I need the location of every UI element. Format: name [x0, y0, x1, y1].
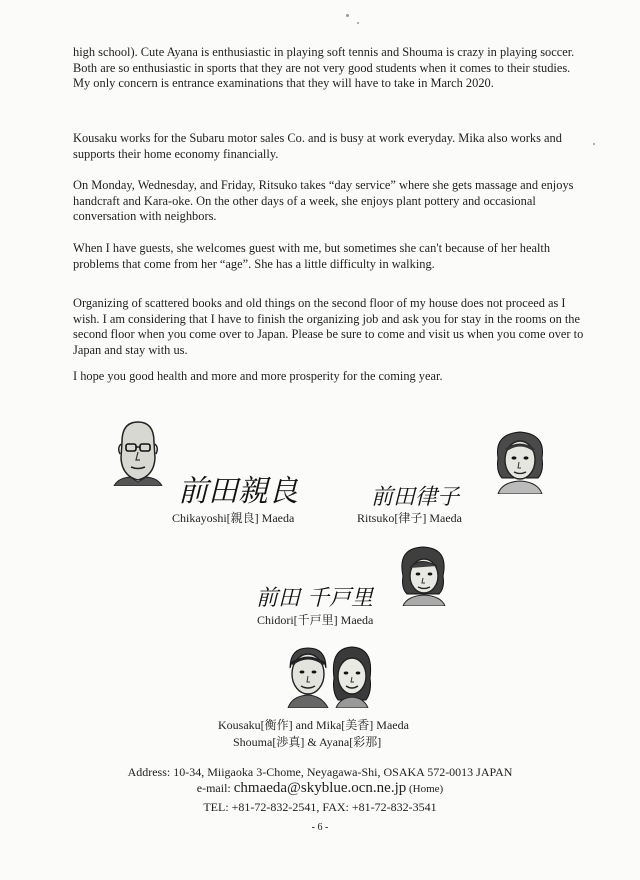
address-line: Address: 10-34, Miigaoka 3-Chome, Neyagawa-Shi, OSAKA 572-0013 JAPAN [127, 765, 513, 779]
kousaku-mika-portrait [282, 642, 378, 708]
email-label: e-mail: [196, 781, 234, 795]
svg-text:前田 千戸里: 前田 千戸里 [256, 586, 373, 611]
ritsuko-portrait [490, 428, 550, 494]
ritsuko-signature-image [369, 480, 479, 510]
paragraph-children-sports: high school). Cute Ayana is enthusiastic in playing soft tennis and Shouma is crazy in playing soccer. Both are so enthusiastic in sports that they are not very good students when it comes to their studies. My only concern is entrance examinations that they will have to take in March 2020. [73, 45, 575, 91]
shouma-ayana-caption: Shouma[渉真] & Ayana[彩那] [233, 735, 382, 749]
scan-speck [593, 143, 595, 145]
chikayoshi-signature-image [176, 471, 304, 507]
paragraph-second-floor: Organizing of scattered books and old things on the second floor of my house does not proceed as I wish. I am considering that I have to finish the organizing job and ask you for stay in the rooms on the second floor when you come over to Japan. Please be sure to come and visit us when you come over to Japan and stay with us. [73, 296, 584, 357]
paragraph-kousaku-mika: Kousaku works for the Subaru motor sales Co. and is busy at work everyday. Mika also works and supports their home economy financially. [73, 131, 562, 161]
chidori-portrait [393, 542, 453, 606]
chidori-signature-image [254, 580, 374, 612]
paragraph-closing-wish: I hope you good health and more and more prosperity for the coming year. [73, 369, 443, 383]
paragraph-guests-health: When I have guests, she welcomes guest with me, but sometimes she can't because of her health problems that come from her “age”. She has a little difficulty in walking. [73, 241, 551, 271]
email-address: chmaeda@skyblue.ocn.ne.jp [233, 780, 407, 796]
paragraph-ritsuko-day-service: On Monday, Wednesday, and Friday, Ritsuko takes “day service” where she gets massage and enjoys handcraft and Kara-oke. On the other days of a week, she enjoys plant pottery and occasional conversation with neighbors. [73, 178, 574, 224]
scan-speck [346, 14, 349, 17]
svg-text:前田親良: 前田親良 [178, 474, 298, 507]
ritsuko-caption: Ritsuko[律子] Maeda [357, 511, 462, 525]
kousaku-mika-caption: Kousaku[衡作] and Mika[美香] Maeda [218, 718, 409, 732]
page-number: - 6 - [311, 822, 329, 833]
scan-speck [357, 22, 359, 24]
email-note: (Home) [406, 783, 444, 795]
chidori-caption: Chidori[千戸里] Maeda [257, 613, 374, 627]
phone-fax-line: TEL: +81-72-832-2541, FAX: +81-72-832-3541 [203, 800, 437, 814]
chikayoshi-portrait [108, 418, 168, 486]
email-line [0, 780, 640, 797]
chikayoshi-caption: Chikayoshi[親良] Maeda [172, 511, 295, 525]
svg-text:前田律子: 前田律子 [371, 485, 460, 510]
